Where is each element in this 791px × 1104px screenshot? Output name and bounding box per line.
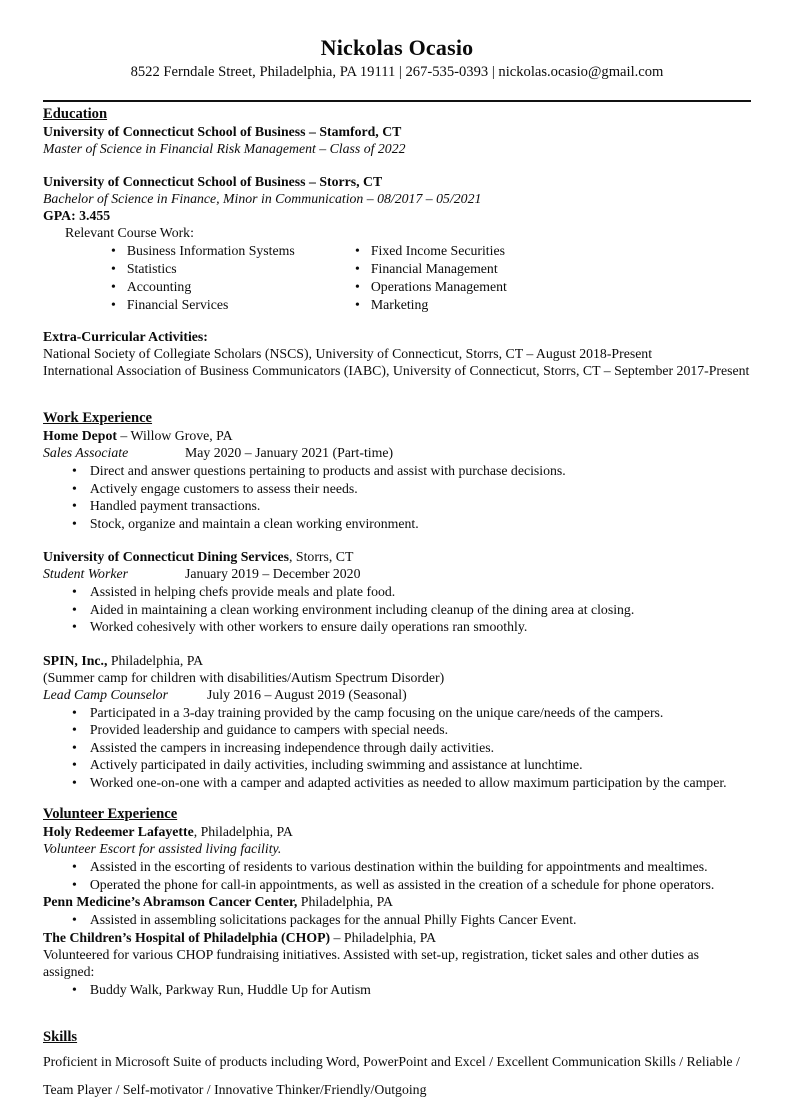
bullet-icon: • xyxy=(111,297,116,312)
coursework-left-column xyxy=(43,242,355,314)
bullet-icon: • xyxy=(72,704,77,720)
job-entry xyxy=(43,427,751,532)
bullet-item xyxy=(72,601,751,619)
section-work-experience xyxy=(43,409,751,791)
coursework-columns xyxy=(43,242,751,314)
job-title: Lead Camp Counselor xyxy=(43,686,168,702)
job-dates: July 2016 – August 2019 (Seasonal) xyxy=(207,686,407,702)
volunteer-bullets xyxy=(72,911,751,929)
bullet-icon: • xyxy=(72,722,77,737)
job-entry xyxy=(43,652,751,792)
bullet-item xyxy=(72,497,751,515)
bullet-item xyxy=(72,858,751,876)
bullet-text: Participated in a 3-day training provided by the camp focusing on the unique care/needs of the campers. xyxy=(89,704,664,720)
bullet-icon: • xyxy=(72,757,77,772)
bullet-text: Assisted in assembling solicitations packages for the annual Philly Fights Cancer Event. xyxy=(89,912,577,927)
spacer xyxy=(43,636,751,652)
job-dates: January 2019 – December 2020 xyxy=(185,566,361,581)
bullet-item xyxy=(111,242,355,260)
bullet-text: Assisted in the escorting of residents to various destination within the building for appointments and mealtimes. xyxy=(89,859,708,874)
degree-line: Master of Science in Financial Risk Management – Class of 2022 xyxy=(43,141,406,156)
bullet-item xyxy=(72,981,751,999)
bullet-icon: • xyxy=(72,515,77,531)
header-divider xyxy=(43,100,751,102)
bullet-icon: • xyxy=(111,261,116,276)
org-line: The Children’s Hospital of Philadelphia (CHOP) – Philadelphia, PA xyxy=(43,929,437,945)
bullet-icon: • xyxy=(111,243,116,258)
bullet-icon: • xyxy=(72,981,77,997)
bullet-icon: • xyxy=(72,498,77,513)
bullet-text: Actively participated in daily activities, including swimming and assistance at lunchtime. xyxy=(89,757,583,772)
candidate-name: Nickolas Ocasio xyxy=(320,35,474,60)
extracurricular-heading: Extra-Curricular Activities: xyxy=(43,329,208,344)
bullet-item xyxy=(111,278,355,296)
bullet-text: Provided leadership and guidance to campers with special needs. xyxy=(89,722,449,737)
volunteer-bullets xyxy=(72,858,751,893)
job-title: Sales Associate xyxy=(43,445,129,460)
bullet-text: Handled payment transactions. xyxy=(89,498,261,513)
volunteer-heading: Volunteer Experience xyxy=(43,806,178,822)
role-line xyxy=(43,686,751,703)
bullet-icon: • xyxy=(72,463,77,478)
bullet-text: Stock, organize and maintain a clean working environment. xyxy=(89,515,419,531)
gpa-line: GPA: 3.455 xyxy=(43,208,111,223)
skills-heading: Skills xyxy=(43,1029,78,1045)
bullet-item xyxy=(72,774,751,792)
role-line xyxy=(43,444,751,461)
bullet-item xyxy=(111,260,355,278)
section-education xyxy=(43,105,751,379)
section-volunteer-experience xyxy=(43,805,751,998)
bullet-icon: • xyxy=(72,876,77,892)
bullet-icon: • xyxy=(72,774,77,790)
volunteer-bullets xyxy=(72,981,751,999)
bullet-item xyxy=(72,480,751,498)
bullet-icon: • xyxy=(111,279,116,294)
bullet-text: Fixed Income Securities xyxy=(370,243,505,258)
skills-text: Proficient in Microsoft Suite of products including Word, PowerPoint and Excel / Excellent Communication Skills / Reliable / Team Player / Self-motivator / Innovative Thinker/Friendly/Outgoing xyxy=(43,1054,740,1097)
bullet-item xyxy=(355,260,507,278)
job-entry xyxy=(43,548,751,636)
org-line: Penn Medicine’s Abramson Cancer Center, Philadelphia, PA xyxy=(43,894,394,909)
role-line xyxy=(43,565,751,582)
bullet-item xyxy=(72,704,751,722)
volunteer-entry xyxy=(43,893,751,929)
education-entry xyxy=(43,173,751,314)
bullet-item xyxy=(72,876,751,894)
bullet-icon: • xyxy=(355,279,360,294)
bullet-text: Buddy Walk, Parkway Run, Huddle Up for Autism xyxy=(89,981,371,997)
job-title: Student Worker xyxy=(43,566,128,581)
education-heading: Education xyxy=(43,106,108,122)
employer-line: Home Depot – Willow Grove, PA xyxy=(43,428,233,443)
bullet-item xyxy=(355,242,507,260)
bullet-icon: • xyxy=(72,601,77,617)
education-entry xyxy=(43,123,751,157)
bullet-icon: • xyxy=(355,243,360,258)
bullet-item xyxy=(72,462,751,480)
coursework-label: Relevant Course Work: xyxy=(65,225,194,240)
bullet-icon: • xyxy=(355,261,360,276)
contact-line: 8522 Ferndale Street, Philadelphia, PA 19111 | 267-535-0393 | nickolas.ocasio@gmail.com xyxy=(130,64,664,80)
bullet-text: Worked one-on-one with a camper and adapted activities as needed to allow maximum participation by the camper. xyxy=(89,774,727,790)
bullet-item xyxy=(72,739,751,757)
spacer xyxy=(43,314,751,328)
volunteer-description: Volunteered for various CHOP fundraising initiatives. Assisted with set-up, registration, ticket sales and other duties as assigned: xyxy=(43,946,700,979)
volunteer-entry xyxy=(43,929,751,999)
coursework-right-column xyxy=(355,242,507,314)
bullet-item xyxy=(355,296,507,314)
org-line: Holy Redeemer Lafayette, Philadelphia, PA xyxy=(43,824,293,839)
spacer xyxy=(43,379,751,409)
bullet-text: Accounting xyxy=(126,279,192,294)
bullet-item xyxy=(72,911,751,929)
bullet-text: Business Information Systems xyxy=(126,243,295,258)
bullet-text: Assisted in helping chefs provide meals and plate food. xyxy=(89,584,396,599)
extracurricular-item: International Association of Business Communicators (IABC), University of Connecticut, Storrs, CT – September 2017-Present xyxy=(43,363,750,378)
employer-subtitle: (Summer camp for children with disabilities/Autism Spectrum Disorder) xyxy=(43,669,445,685)
bullet-item xyxy=(72,721,751,739)
bullet-item xyxy=(72,618,751,636)
job-bullets xyxy=(72,462,751,532)
bullet-icon: • xyxy=(72,584,77,599)
spacer xyxy=(43,157,751,173)
degree-line: Bachelor of Science in Finance, Minor in Communication – 08/2017 – 05/2021 xyxy=(43,191,482,206)
spacer xyxy=(43,998,751,1028)
extracurricular-block xyxy=(43,328,751,379)
bullet-item xyxy=(111,296,355,314)
bullet-text: Direct and answer questions pertaining to products and assist with purchase decisions. xyxy=(89,463,566,478)
bullet-icon: • xyxy=(72,619,77,634)
bullet-icon: • xyxy=(72,912,77,927)
school-line: University of Connecticut School of Business – Stamford, CT xyxy=(43,124,402,139)
bullet-text: Financial Management xyxy=(370,261,498,276)
bullet-text: Worked cohesively with other workers to ensure daily operations ran smoothly. xyxy=(89,619,528,634)
spacer xyxy=(43,791,751,805)
bullet-icon: • xyxy=(72,480,77,496)
bullet-text: Marketing xyxy=(370,297,429,312)
school-line: University of Connecticut School of Business – Storrs, CT xyxy=(43,174,383,189)
bullet-text: Statistics xyxy=(126,261,177,276)
job-dates: May 2020 – January 2021 (Part-time) xyxy=(185,445,394,460)
bullet-text: Financial Services xyxy=(126,297,229,312)
job-bullets xyxy=(72,583,751,636)
employer-line: SPIN, Inc., Philadelphia, PA xyxy=(43,652,204,668)
bullet-item xyxy=(72,583,751,601)
employer-line: University of Connecticut Dining Services, Storrs, CT xyxy=(43,549,354,564)
extracurricular-item: National Society of Collegiate Scholars (NSCS), University of Connecticut, Storrs, CT – August 2018-Present xyxy=(43,346,653,361)
spacer xyxy=(43,532,751,548)
bullet-text: Assisted the campers in increasing independence through daily activities. xyxy=(89,739,495,755)
bullet-text: Operated the phone for call-in appointments, as well as assisted in the creation of a schedule for phone operators. xyxy=(89,876,715,892)
volunteer-role: Volunteer Escort for assisted living facility. xyxy=(43,841,282,856)
bullet-text: Operations Management xyxy=(370,279,507,294)
bullet-item xyxy=(355,278,507,296)
job-bullets xyxy=(72,704,751,792)
bullet-item xyxy=(72,756,751,774)
volunteer-entry xyxy=(43,823,751,893)
bullet-icon: • xyxy=(355,297,360,312)
bullet-text: Actively engage customers to assess their needs. xyxy=(89,480,358,496)
bullet-icon: • xyxy=(72,739,77,755)
work-heading: Work Experience xyxy=(43,410,153,426)
section-skills xyxy=(43,1028,751,1104)
bullet-icon: • xyxy=(72,859,77,874)
bullet-item xyxy=(72,515,751,533)
bullet-text: Aided in maintaining a clean working environment including cleanup of the dining area at closing. xyxy=(89,601,635,617)
